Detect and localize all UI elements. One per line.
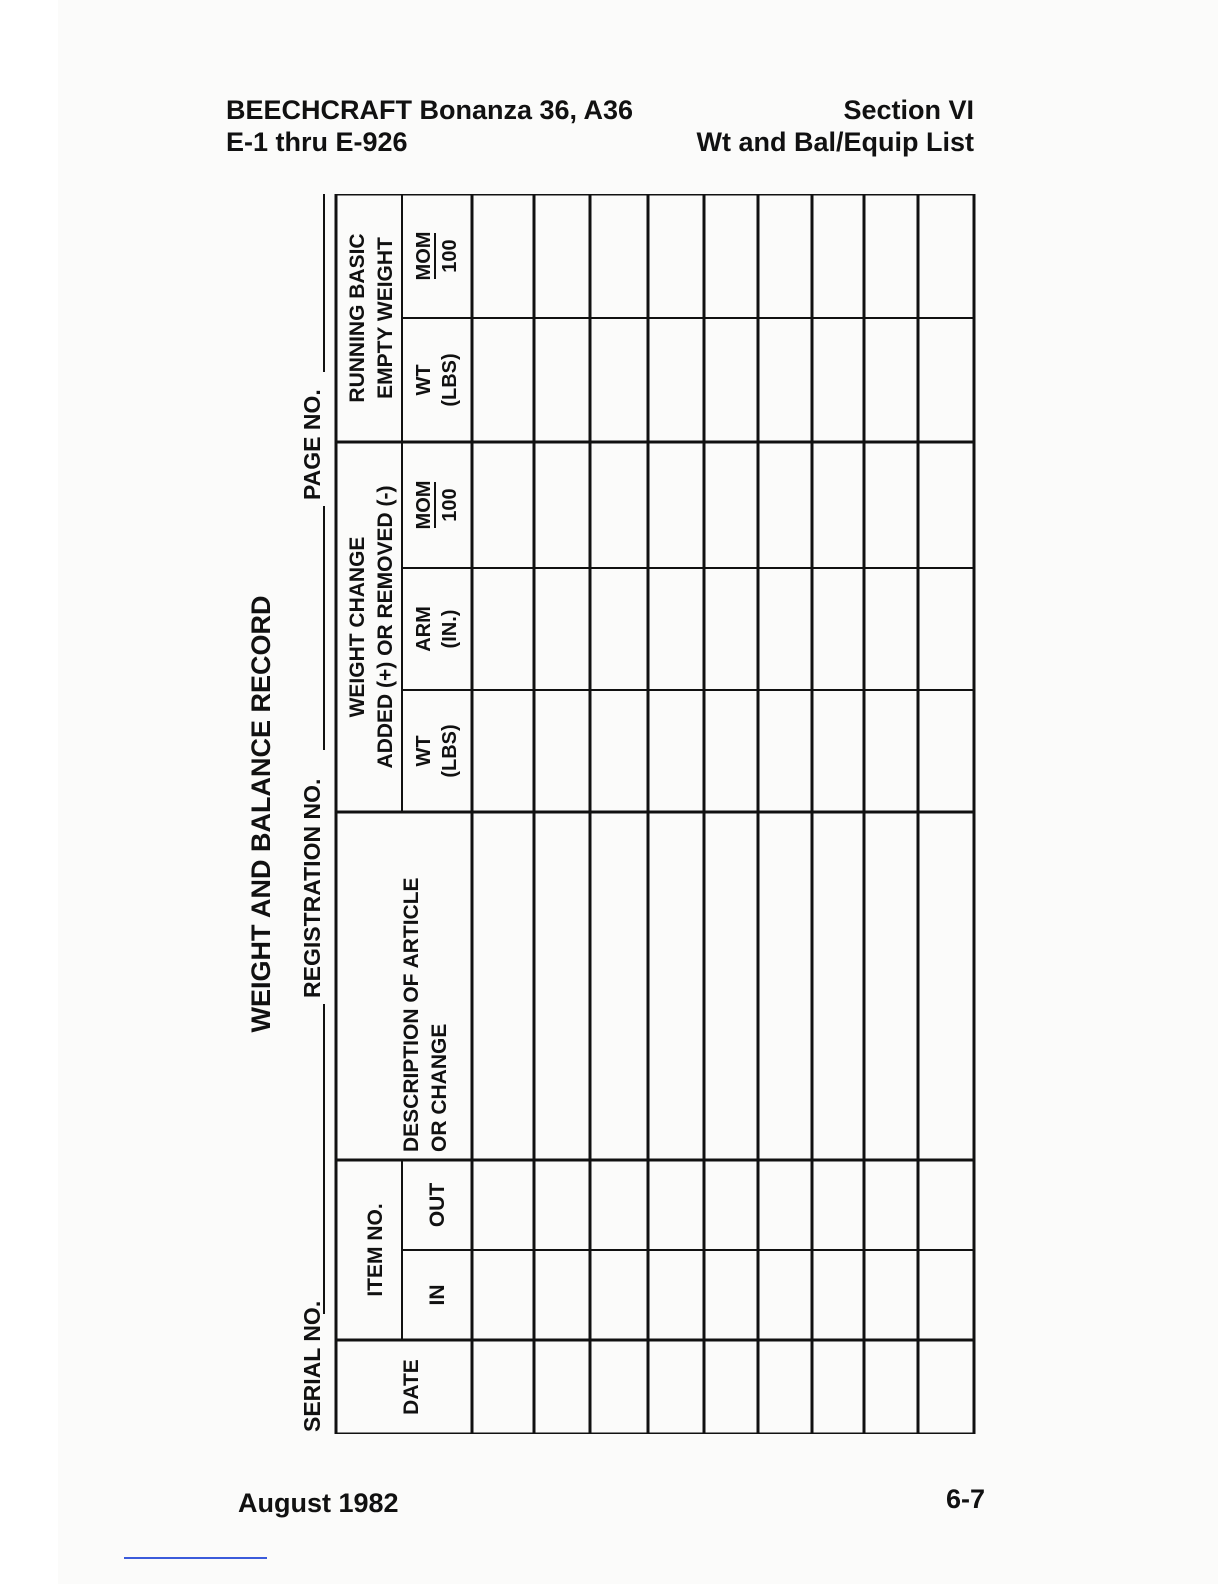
aircraft-model: BEECHCRAFT Bonanza 36, A36 xyxy=(226,95,634,125)
serial-range: E-1 thru E-926 xyxy=(226,127,408,157)
scan-underline-mark xyxy=(124,1557,267,1559)
col-item-no: ITEM NO. xyxy=(364,1203,387,1297)
page-label: PAGE NO. xyxy=(299,389,325,500)
col-rb-mom: MOM xyxy=(413,231,435,281)
col-rb-hundred: 100 xyxy=(439,239,461,273)
registration-label: REGISTRATION NO. xyxy=(299,778,325,998)
col-running-line2: EMPTY WEIGHT xyxy=(374,237,397,399)
col-in: IN xyxy=(426,1284,449,1306)
col-weight-change-line1: WEIGHT CHANGE xyxy=(346,536,369,718)
form-title: WEIGHT AND BALANCE RECORD xyxy=(246,595,276,1033)
col-description-line2: OR CHANGE xyxy=(428,1023,451,1152)
col-wc-arm-unit: (IN.) xyxy=(439,609,461,649)
col-wc-wt: WT xyxy=(413,735,435,767)
col-rb-lbs: (LBS) xyxy=(439,353,461,407)
serial-label: SERIAL NO. xyxy=(299,1300,325,1432)
col-wc-lbs: (LBS) xyxy=(439,724,461,778)
section-title: Section VI xyxy=(843,95,974,125)
footer-page-number: 6-7 xyxy=(946,1484,986,1514)
weight-balance-form xyxy=(240,194,980,1434)
col-wc-arm: ARM xyxy=(413,606,435,652)
col-date: DATE xyxy=(400,1359,423,1415)
section-subtitle: Wt and Bal/Equip List xyxy=(696,127,974,157)
col-wc-mom: MOM xyxy=(413,480,435,530)
footer-date: August 1982 xyxy=(238,1488,399,1518)
col-wc-hundred: 100 xyxy=(439,488,461,522)
header-left xyxy=(226,94,633,158)
col-running-line1: RUNNING BASIC xyxy=(346,233,369,403)
col-rb-wt: WT xyxy=(413,364,435,396)
col-description-line1: DESCRIPTION OF ARTICLE xyxy=(400,877,423,1152)
col-out: OUT xyxy=(426,1182,449,1228)
header-right xyxy=(697,94,975,158)
col-weight-change-line2: ADDED (+) OR REMOVED (-) xyxy=(374,485,397,769)
